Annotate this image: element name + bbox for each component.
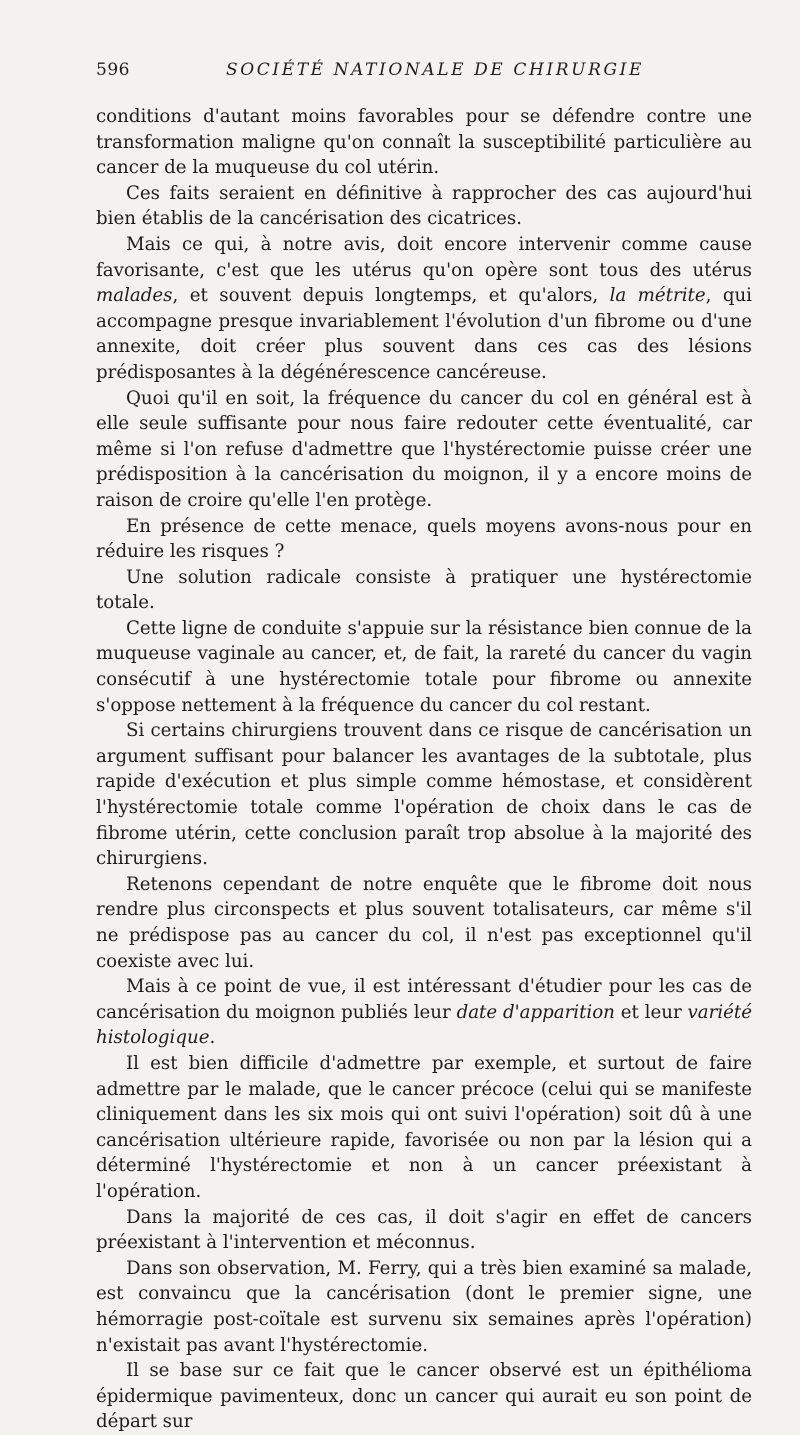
paragraph — [96, 232, 752, 386]
paragraph: Il est bien difficile d'admettre par exemple, et surtout de faire admettre par le malade, que le cancer précoce (celui qui se manifeste cliniquement dans les six mois qui ont suivi l'opération) soit dû à une cancérisation ultérieure rapide, favorisée ou non par la lésion qui a déterminé l'hystérectomie et non à un cancer préexistant à l'opération. — [96, 1052, 752, 1202]
paragraph-text: Mais à ce point de vue, il est intéressant d'étudier pour les cas de cancérisation du moignon publiés leur — [96, 976, 752, 1023]
page-number: 596 — [96, 60, 130, 80]
paragraph — [96, 974, 752, 1051]
paragraph: Une solution radicale consiste à pratiquer une hystérectomie totale. — [96, 566, 752, 614]
emphasis: date d'apparition — [456, 1001, 615, 1023]
paragraph: Cette ligne de conduite s'appuie sur la résistance bien connue de la muqueuse vaginale au cancer, et, de fait, la rareté du cancer du vagin consécutif à une hystérectomie totale pour fibrome ou annexite s'oppose nettement à la fréquence du cancer du col restant. — [96, 617, 752, 716]
paragraph: conditions d'autant moins favorables pour se défendre contre une transformation maligne qu'on connaît la susceptibilité particulière au cancer de la muqueuse du col utérin. — [96, 106, 752, 179]
paragraph: Retenons cependant de notre enquête que le fibrome doit nous rendre plus circonspects et plus souvent totalisateurs, car même s'il ne prédispose pas au cancer du col, il n'est pas exceptionnel qu'il coexiste avec lui. — [96, 873, 752, 972]
emphasis: malades — [96, 285, 173, 307]
body-text — [96, 104, 752, 1435]
paragraph: Quoi qu'il en soit, la fréquence du cancer du col en général est à elle seule suffisante pour nous faire redouter cette éventualité, car même si l'on refuse d'admettre que l'hystérectomie puisse créer une prédisposition à la cancérisation du moignon, il y a encore moins de raison de croire qu'elle l'en protège. — [96, 387, 752, 511]
paragraph-text: Mais ce qui, à notre avis, doit encore intervenir comme cause favorisante, c'est que les utérus qu'on opère sont tous des utérus — [96, 233, 752, 281]
paragraph: Il se base sur ce fait que le cancer observé est un épithélioma épidermique pavimenteux, donc un cancer qui aurait eu son point de départ sur — [96, 1360, 752, 1433]
emphasis: la métrite — [609, 285, 706, 307]
paragraph: Si certains chirurgiens trouvent dans ce risque de cancérisation un argument suffisant pour balancer les avantages de la subtotale, plus rapide d'exécution et plus simple comme hémostase, et considèrent l'hystérectomie totale comme l'opération de choix dans le cas de fibrome utérin, cette conclusion paraît trop absolue à la majorité des chirurgiens. — [96, 720, 752, 870]
page-header — [96, 60, 752, 86]
paragraph-text: , qui accompagne presque invariablement l'évolution d'un fibrome ou d'une annexite, doit créer plus souvent dans ces cas des lésions prédisposantes à la dégénérescence cancéreuse. — [96, 285, 753, 383]
paragraph: En présence de cette menace, quels moyens avons-nous pour en réduire les risques ? — [96, 515, 752, 563]
paragraph-text: , et souvent depuis longtemps, et qu'alors, — [172, 285, 610, 307]
paragraph-text: . — [209, 1027, 216, 1049]
running-title: SOCIÉTÉ NATIONALE DE CHIRURGIE — [226, 60, 644, 80]
paragraph: Dans son observation, M. Ferry, qui a très bien examiné sa malade, est convaincu que la cancérisation (dont le premier signe, une hémorragie post-coïtale est survenu six semaines après l'opération) n'existait pas avant l'hystérectomie. — [96, 1257, 752, 1356]
emphasis: variété histologique — [96, 1001, 752, 1049]
paragraph: Dans la majorité de ces cas, il doit s'agir en effet de cancers préexistant à l'intervention et méconnus. — [96, 1206, 752, 1254]
paragraph: Ces faits seraient en définitive à rapprocher des cas aujourd'hui bien établis de la cancérisation des cicatrices. — [96, 182, 752, 230]
paragraph-text: et leur — [614, 1001, 688, 1023]
